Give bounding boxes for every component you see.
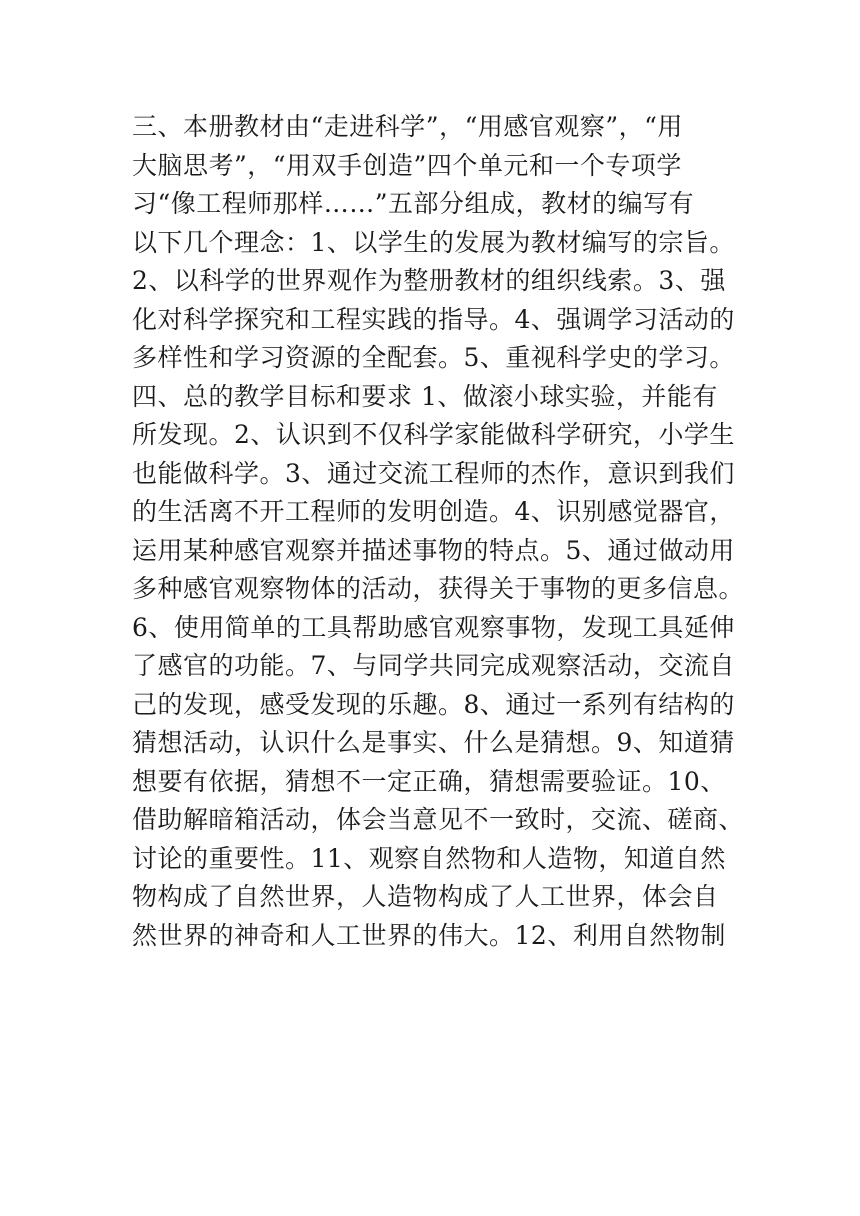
text-line: 想要有依据，猜想不一定正确，猜想需要验证。10、 <box>132 766 726 796</box>
text-line: 了感官的功能。7、与同学共同完成观察活动，交流自 <box>132 651 735 680</box>
text-line: 己的发现，感受发现的乐趣。8、通过一系列有结构的 <box>132 689 735 719</box>
text-line: 运用某种感官观察并描述事物的特点。5、通过做动用 <box>132 535 735 565</box>
text-line: 四、总的教学目标和要求 1、做滚小球实验，并能有 <box>132 381 718 411</box>
text-line: 也能做科学。3、通过交流工程师的杰作，意识到我们 <box>132 458 735 488</box>
text-line: 猜想活动，认识什么是事实、什么是猜想。9、知道猜 <box>132 728 735 757</box>
text-line: 所发现。2、认识到不仅科学家能做科学研究，小学生 <box>132 420 735 449</box>
text-line: 6、使用简单的工具帮助感官观察事物，发现工具延伸 <box>132 612 735 642</box>
text-line: 多样性和学习资源的全配套。5、重视科学史的学习。 <box>132 343 735 372</box>
text-line: 以下几个理念：1、以学生的发展为教材编写的宗旨。 <box>132 227 735 257</box>
text-line: 化对科学探究和工程实践的指导。4、强调学习活动的 <box>132 304 735 334</box>
text-line: 借助解暗箱活动，体会当意见不一致时，交流、磋商、 <box>132 805 745 834</box>
text-line: 然世界的神奇和人工世界的伟大。12、利用自然物制 <box>132 920 726 950</box>
text-line: 多种感官观察物体的活动，获得关于事物的更多信息。 <box>132 574 745 603</box>
text-line: 大脑思考”，“用双手创造”四个单元和一个专项学 <box>132 150 682 180</box>
text-line: 2、以科学的世界观作为整册教材的组织线索。3、强 <box>132 266 726 295</box>
text-line: 物构成了自然世界，人造物构成了人工世界，体会自 <box>132 882 719 911</box>
body-text <box>132 108 745 955</box>
text-line: 讨论的重要性。11、观察自然物和人造物，知道自然 <box>132 843 726 873</box>
text-line: 三、本册教材由“走进科学”，“用感官观察”，“用 <box>132 112 683 141</box>
text-line: 的生活离不开工程师的发明创造。4、识别感觉器官， <box>132 497 735 526</box>
text-line: 习“像工程师那样……”五部分组成，教材的编写有 <box>132 189 695 218</box>
